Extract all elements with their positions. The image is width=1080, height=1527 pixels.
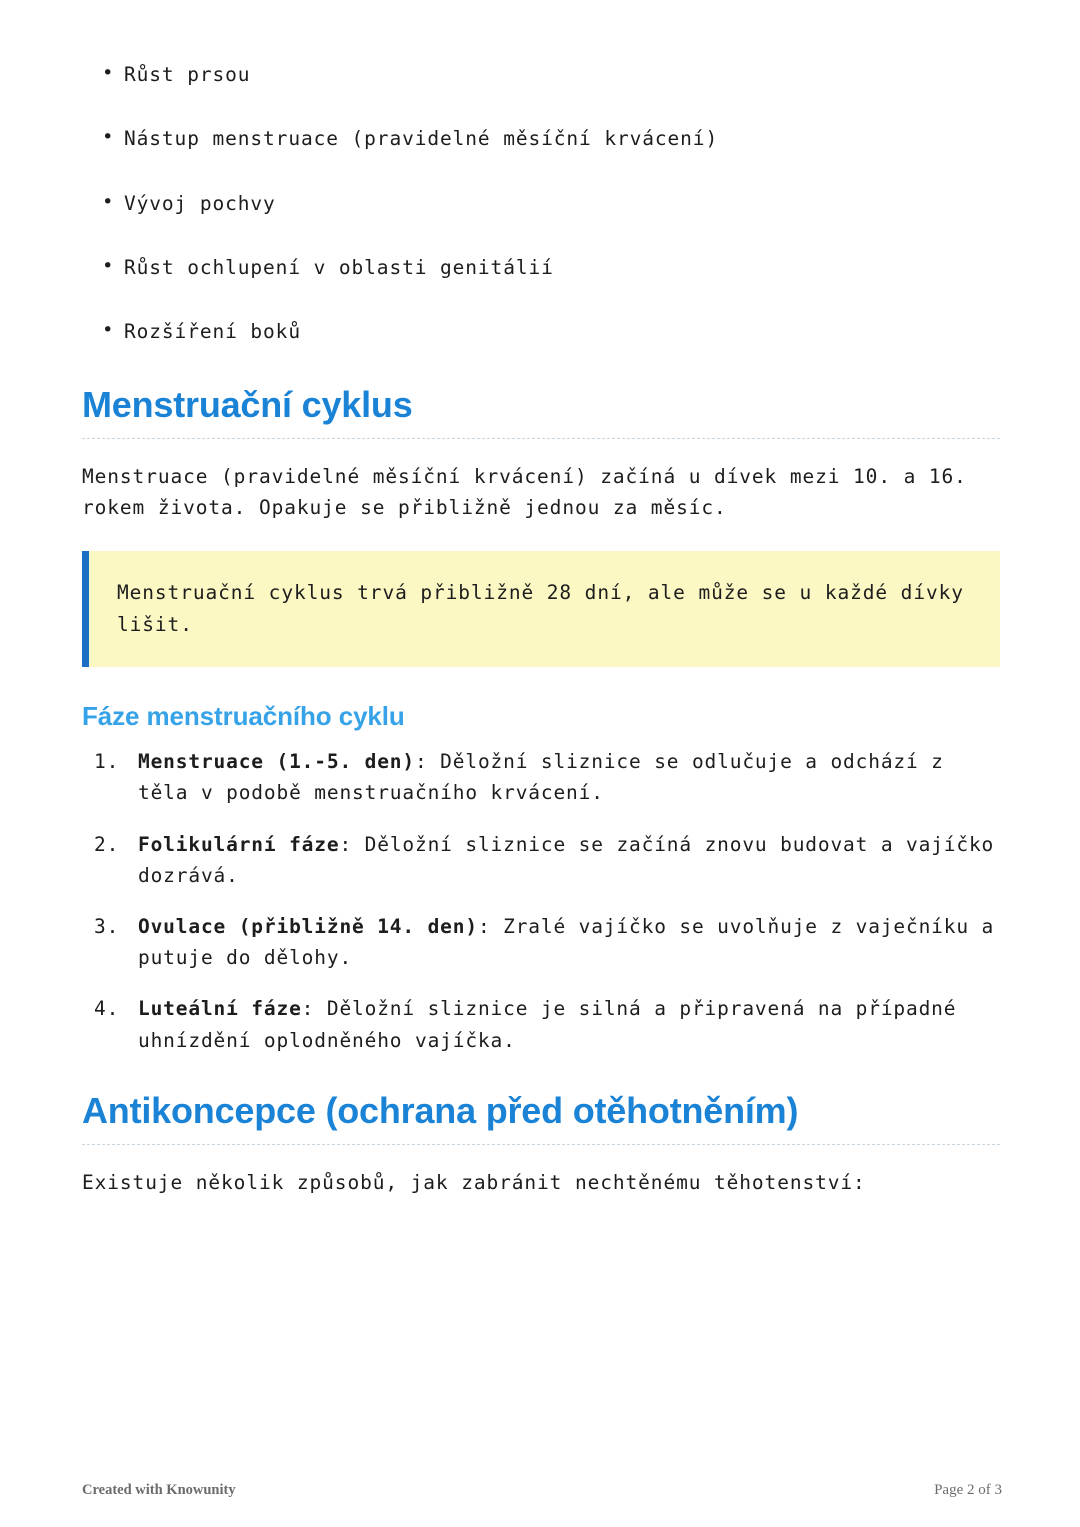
subheading-cycle-phases: Fáze menstruačního cyklu [82, 701, 405, 732]
phase-separator: : [339, 832, 365, 856]
phase-term: Menstruace (1.-5. den) [138, 750, 415, 774]
phase-term: Ovulace (přibližně 14. den) [138, 915, 478, 939]
list-item: • Nástup menstruace (pravidelné měsíční krvácení) [82, 126, 1000, 152]
list-item [82, 993, 1000, 1055]
list-item [82, 746, 1000, 808]
puberty-signs-list [82, 62, 1000, 346]
list-item [82, 829, 1000, 891]
section-heading-contraception: Antikoncepce (ochrana před otěhotněním) [82, 1090, 1000, 1145]
phase-separator: : [477, 915, 504, 939]
cycle-phases-list [82, 746, 1000, 1056]
list-item [82, 911, 1000, 973]
phase-text: Děložní sliznice je silná a připravená na případné uhnízdění oplodněného vajíčka. [138, 997, 957, 1052]
section-heading-menstrual-cycle: Menstruační cyklus [82, 384, 1000, 439]
footer-brand: Created with Knowunity [82, 1482, 236, 1498]
phase-separator: : [301, 997, 327, 1021]
list-item: • Růst prsou [82, 62, 1000, 88]
list-item: • Rozšíření boků [82, 319, 1000, 345]
phase-text: Děložní sliznice se začíná znovu budovat a vajíčko dozrává. [138, 832, 995, 887]
footer-page-number: Page 2 of 3 [934, 1482, 1002, 1498]
phase-text: Děložní sliznice se odlučuje a odchází z těla v podobě menstruačního krvácení. [138, 750, 944, 805]
list-item: • Vývoj pochvy [82, 191, 1000, 217]
phase-text: Zralé vajíčko se uvolňuje z vaječníku a putuje do dělohy. [138, 915, 995, 970]
callout-text: Menstruační cyklus trvá přibližně 28 dní, ale může se u každé dívky lišit. [117, 580, 964, 637]
phase-separator: : [414, 750, 441, 774]
phase-term: Folikulární fáze [138, 832, 340, 856]
contraception-paragraph: Existuje několik způsobů, jak zabránit nechtěnému těhotenství: [82, 1170, 866, 1194]
menstrual-cycle-paragraph: Menstruace (pravidelné měsíční krvácení) začíná u dívek mezi 10. a 16. rokem života. Opakuje se přibližně jednou za měsíc. [82, 464, 967, 519]
page-footer [82, 1482, 1002, 1499]
phase-term: Luteální fáze [138, 997, 302, 1021]
callout-box [82, 551, 1000, 667]
list-item: • Růst ochlupení v oblasti genitálií [82, 255, 1000, 281]
